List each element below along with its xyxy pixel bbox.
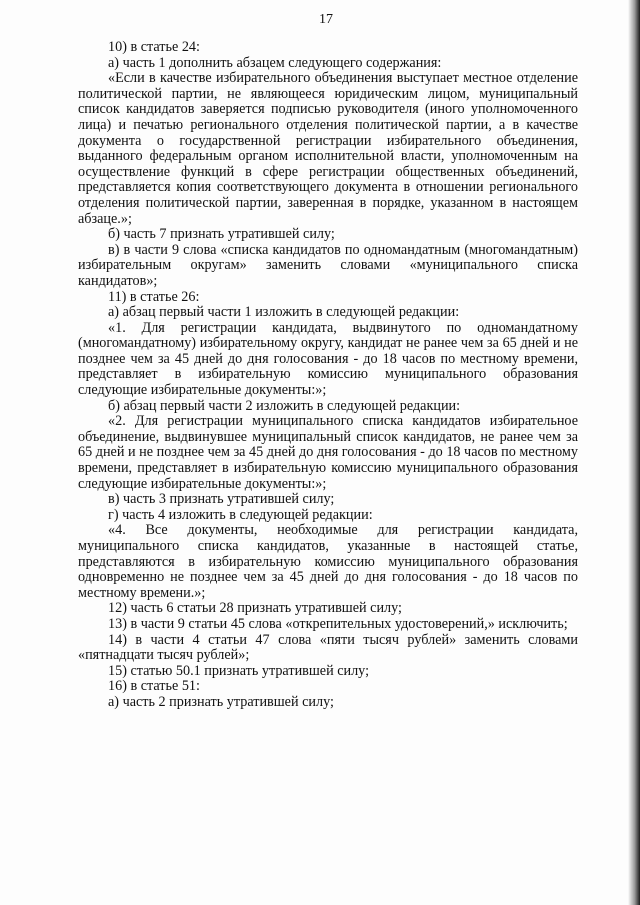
paragraph-quote: «2. Для регистрации муниципального списка кандидатов избирательное объединение, выдвинувшее муниципальный список кандидатов, не ранее чем за 65 дней и не позднее чем за 45 дней до дня голосования - до 18 часов по местному времени, представляет в избирательную комиссию муниципального образования следующие избирательные документы:»; [78,413,578,492]
scan-edge-shadow [628,0,640,905]
paragraph-quote: «1. Для регистрации кандидата, выдвинутого по одномандатному (многомандатному) избирательному округу, кандидат не ранее чем за 65 дней и не позднее чем за 45 дней до дня голосования - до 18 часов по местному времени, представляет в избирательную комиссию муниципального образования следующие избирательные документы:»; [78,319,578,399]
paragraph-subitem-a: а) часть 1 дополнить абзацем следующего содержания: [108,54,442,71]
paragraph-subitem-g: г) часть 4 изложить в следующей редакции: [108,506,373,523]
paragraph-quote: «4. Все документы, необходимые для регистрации кандидата, муниципального списка кандидатов, указанные в настоящей статье, представляются в избирательную комиссию муниципального образования одновременно не позднее чем за 45 дней до дня голосования - до 18 часов по местному времени.»; [78,522,578,601]
document-body [78,40,578,711]
paragraph-item-14: 14) в части 4 статьи 47 слова «пяти тысяч рублей» заменить словами «пятнадцати тысяч рублей»; [78,631,578,664]
page-number: 17 [319,12,333,27]
paragraph-item-16: 16) в статье 51: [108,678,200,695]
paragraph-item-12: 12) часть 6 статьи 28 признать утратившей силу; [108,600,402,617]
paragraph-item-10: 10) в статье 24: [108,39,200,55]
paragraph-item-11: 11) в статье 26: [108,288,200,305]
paragraph-subitem-v: в) в части 9 слова «списка кандидатов по одномандатным (многомандатным) избирательным округам» заменить словами «муниципального списка кандидатов»; [78,241,578,289]
paragraph-subitem-v: в) часть 3 признать утратившей силу; [108,491,335,508]
paragraph-subitem-a: а) абзац первый части 1 изложить в следующей редакции: [108,304,460,321]
paragraph-quote: «Если в качестве избирательного объединения выступает местное отделение политической партии, не являющееся юридическим лицом, муниципальный список кандидатов заверяется подписью руководителя (иного уполномоченного лица) и печатью регионального отделения политической партии, а в качестве документа о государственной регистрации избирательного объединения, выданного федеральным органом исполнительной власти, уполномоченным на осуществление функций в сфере регистрации общественных объединений, представляется копия соответствующего документа в отношении регионального отделения политической партии, заверенная в порядке, указанном в настоящем абзаце.»; [78,70,578,227]
paragraph-item-13: 13) в части 9 статьи 45 слова «открепительных удостоверений,» исключить; [108,615,568,632]
paragraph-subitem-b: б) часть 7 признать утратившей силу; [108,226,335,243]
paragraph-subitem-b: б) абзац первый части 2 изложить в следующей редакции: [108,397,461,414]
paragraph-subitem-a: а) часть 2 признать утратившей силу; [108,693,334,710]
paragraph-item-15: 15) статью 50.1 признать утратившей силу; [108,662,370,679]
